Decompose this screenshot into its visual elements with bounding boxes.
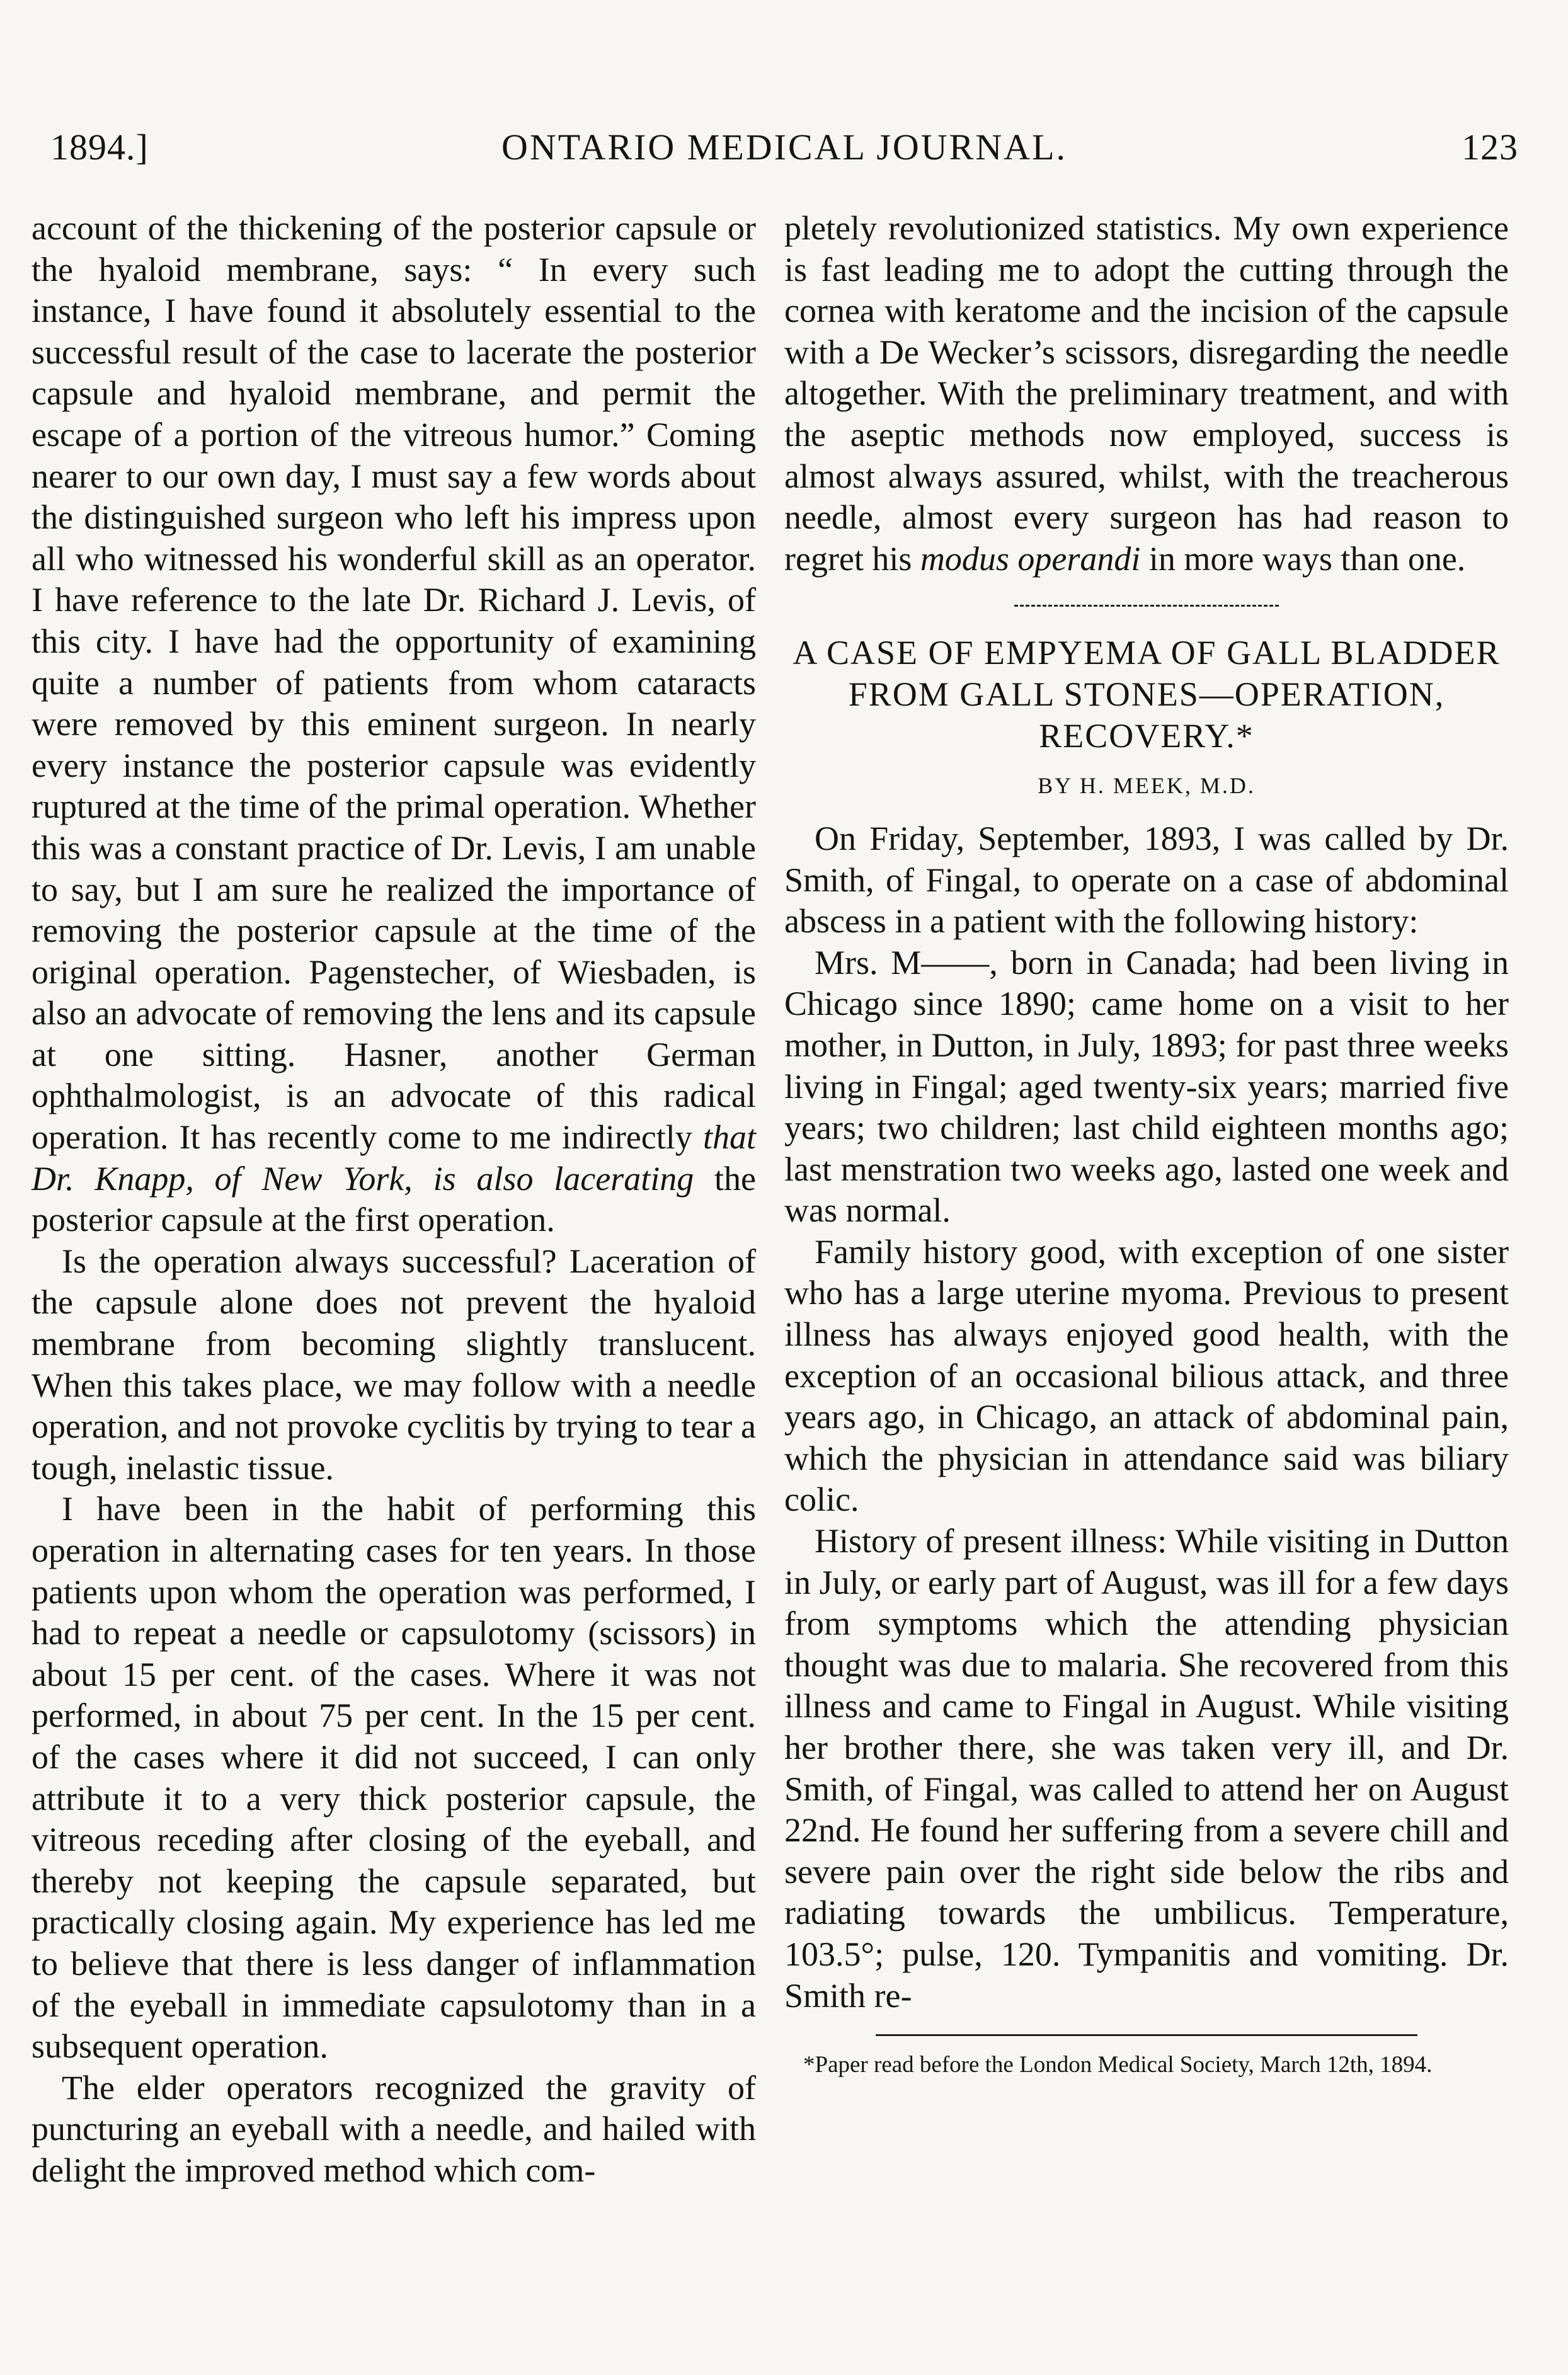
- left-paragraph-3: I have been in the habit of performing this operation in alternating cases for ten years. In those patients upon whom the operation was performed, I had to repeat a needle or capsulotomy (scissors) in about 15 per cent. of the cases. Where it was not performed, in about 75 per cent. In the 15 per cent. of the cases where it did not succeed, I can only attribute it to a very thick posterior capsule, the vitreous receding after closing of the eyeball, and thereby not keeping the capsule separated, but practically closing again. My experience has led me to believe that there is less danger of inflammation of the eyeball in immediate capsulotomy than in a subsequent operation.: [31, 1490, 756, 2066]
- footnote-rule: [876, 2034, 1417, 2036]
- right-continuation-end: in more ways than one.: [1148, 539, 1466, 578]
- left-paragraph-2: Is the operation always successful? Laceration of the capsule alone does not prevent the hyaloid membrane from becoming slightly translucent. When this takes place, we may follow with a needle operation, and not provoke cyclitis by trying to tear a tough, inelastic tissue.: [31, 1242, 756, 1487]
- left-paragraph-1: [31, 208, 756, 1241]
- article-title: A CASE OF EMPYEMA OF GALL BLADDER FROM GALL STONES—OPERATION, RECOVERY.*: [793, 634, 1501, 755]
- header-year: 1894.]: [50, 127, 149, 168]
- footnote: *Paper read before the London Medical Society, March 12th, 1894.: [803, 2052, 1433, 2078]
- right-column: [784, 208, 1509, 2081]
- header-journal-title: ONTARIO MEDICAL JOURNAL.: [501, 127, 1068, 168]
- left-paragraph-1-text: account of the thickening of the posterior capsule or the hyaloid membrane, says: “ In every such instance, I have found it absolutely essential to the successful result of the case to lacerate the posterior capsule and hyaloid membrane, and permit the escape of a portion of the vitreous humor.” Coming nearer to our own day, I must say a few words about the distinguished surgeon who left his impress upon all who witnessed his wonderful skill as an operator. I have reference to the late Dr. Richard J. Levis, of this city. I have had the opportunity of examining quite a number of patients from whom cataracts were removed by this eminent surgeon. In nearly every instance the posterior capsule was evidently ruptured at the time of the primal operation. Whether this was a constant practice of Dr. Levis, I am unable to say, but I am sure he realized the importance of removing the posterior capsule at the time of the original operation. Pagenstecher, of Wiesbaden, is also an advocate of removing the lens and its capsule at one sitting. Hasner, another German ophthalmologist, is an advocate of this radical operation. It has recently come to me indirectly: [31, 209, 756, 1157]
- left-paragraph-1-end: the posterior capsule at the first operation.: [31, 1159, 757, 1239]
- right-paragraph-1: On Friday, September, 1893, I was called by Dr. Smith, of Fingal, to operate on a case of abdominal abscess in a patient with the following history:: [784, 819, 1509, 941]
- left-paragraph-1-italic: that Dr. Knapp, of New York, is also lacerating: [31, 1118, 757, 1198]
- right-paragraph-2: Mrs. M——, born in Canada; had been living in Chicago since 1890; came home on a visit to her mother, in Dutton, in July, 1893; for past three weeks living in Fingal; aged twenty-six years; married five years; two children; last child eighteen months ago; last menstration two weeks ago, lasted one week and was normal.: [784, 943, 1509, 1230]
- section-separator: [1014, 605, 1279, 607]
- left-paragraph-4: The elder operators recognized the gravity of puncturing an eyeball with a needle, and hailed with delight the improved method which com-: [31, 2068, 756, 2189]
- right-continuation-text: pletely revolutionized statistics. My own experience is fast leading me to adopt the cutting through the cornea with keratome and the incision of the capsule with a De Wecker’s scissors, disregarding the needle altogether. With the preliminary treatment, and with the aseptic methods now employed, success is almost always assured, whilst, with the treacherous needle, almost every surgeon has had reason to regret his: [784, 209, 1509, 578]
- right-continuation: [784, 208, 1509, 580]
- left-column: [31, 208, 756, 2192]
- right-paragraph-3: Family history good, with exception of one sister who has a large uterine myoma. Previous to present illness has always enjoyed good health, with the exception of an occasional bilious attack, and three years ago, in Chicago, an attack of abdominal pain, which the physician in attendance said was biliary colic.: [784, 1232, 1509, 1519]
- running-header: [50, 126, 1518, 176]
- right-paragraph-4: History of present illness: While visiting in Dutton in July, or early part of August, was ill for a few days from symptoms which the attending physician thought was due to malaria. She recovered from this illness and came to Fingal in August. While visiting her brother there, she was taken very ill, and Dr. Smith, of Fingal, was called to attend her on August 22nd. He found her suffering from a severe chill and severe pain over the right side below the ribs and radiating towards the umbilicus. Temperature, 103.5°; pulse, 120. Tympanitis and vomiting. Dr. Smith re-: [784, 1522, 1509, 2015]
- header-page-number: 123: [1462, 127, 1518, 168]
- right-continuation-italic: modus operandi: [920, 539, 1141, 578]
- article-byline: BY H. MEEK, M.D.: [1038, 773, 1256, 799]
